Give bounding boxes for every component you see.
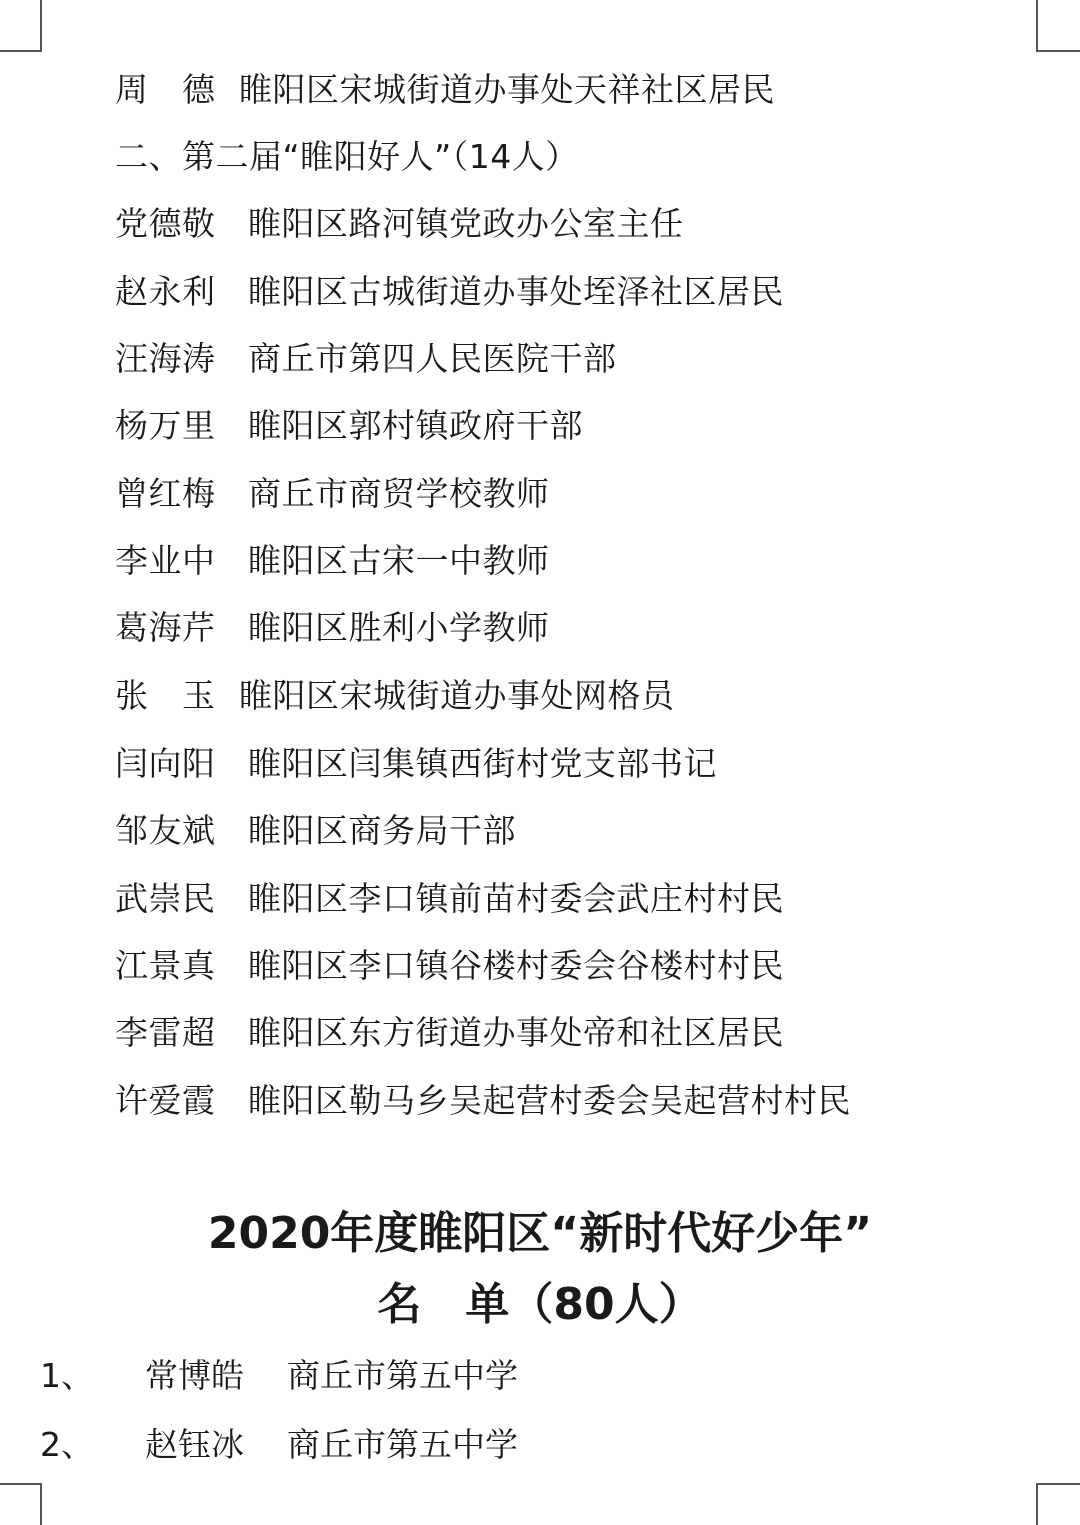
list-item (115, 1081, 851, 1121)
person-description: 睢阳区宋城街道办事处天祥社区居民 (239, 70, 775, 109)
list-item (115, 744, 717, 784)
person-description: 睢阳区李口镇谷楼村委会谷楼村村民 (248, 946, 784, 985)
person-description: 睢阳区商务局干部 (248, 811, 516, 850)
person-name: 许爱霞 (115, 1081, 216, 1120)
person-name: 葛海芹 (115, 608, 216, 647)
table-row (40, 1425, 518, 1465)
person-name: 曾红梅 (115, 474, 216, 513)
list-title: 2020年度睢阳区“新时代好少年” (207, 1208, 873, 1259)
person-name: 杨万里 (115, 406, 216, 445)
row-number: 2、 (40, 1425, 94, 1464)
list-item (115, 1013, 784, 1053)
row-number: 1、 (40, 1356, 94, 1395)
person-description: 睢阳区宋城街道办事处网格员 (239, 676, 675, 715)
student-name: 常博皓 (145, 1356, 244, 1395)
person-name: 李业中 (115, 541, 216, 580)
person-description: 商丘市第四人民医院干部 (248, 339, 617, 378)
person-description: 睢阳区东方街道办事处帝和社区居民 (248, 1013, 784, 1052)
person-description: 睢阳区胜利小学教师 (248, 608, 550, 647)
list-item (115, 70, 775, 110)
crop-mark-bottom-left (0, 1483, 42, 1525)
person-name: 赵永利 (115, 272, 216, 311)
crop-mark-top-right (1036, 0, 1080, 52)
list-item (115, 608, 550, 648)
person-name: 李雷超 (115, 1013, 216, 1052)
list-item (115, 406, 583, 446)
school-name: 商丘市第五中学 (287, 1356, 518, 1395)
person-name: 邹友斌 (115, 811, 216, 850)
list-item (115, 204, 684, 244)
crop-mark-top-left (0, 0, 42, 52)
list-item (115, 676, 675, 716)
table-row (40, 1356, 518, 1396)
person-name: 周 德 (115, 70, 216, 109)
person-name: 武崇民 (115, 879, 216, 918)
list-item (115, 946, 784, 986)
person-name: 闫向阳 (115, 744, 216, 783)
person-description: 睢阳区李口镇前苗村委会武庄村村民 (248, 879, 784, 918)
person-description: 睢阳区郭村镇政府干部 (248, 406, 583, 445)
crop-mark-bottom-right (1036, 1483, 1080, 1525)
list-item (115, 474, 550, 514)
person-description: 商丘市商贸学校教师 (248, 474, 550, 513)
person-description: 睢阳区古城街道办事处垤泽社区居民 (248, 272, 784, 311)
section-heading: 二、第二届“睢阳好人”（14人） (115, 137, 579, 176)
school-name: 商丘市第五中学 (287, 1425, 518, 1464)
list-item (115, 339, 617, 379)
student-name: 赵钰冰 (145, 1425, 244, 1464)
person-name: 江景真 (115, 946, 216, 985)
person-description: 睢阳区闫集镇西街村党支部书记 (248, 744, 717, 783)
person-name: 党德敬 (115, 204, 216, 243)
list-subtitle: 名 单（80人） (377, 1279, 703, 1330)
list-item (115, 879, 784, 919)
list-item (115, 811, 516, 851)
list-item (115, 541, 550, 581)
person-description: 睢阳区路河镇党政办公室主任 (248, 204, 684, 243)
person-description: 睢阳区勒马乡吴起营村委会吴起营村村民 (248, 1081, 851, 1120)
person-name: 汪海涛 (115, 339, 216, 378)
list-item (115, 272, 784, 312)
person-name: 张 玉 (115, 676, 216, 715)
person-description: 睢阳区古宋一中教师 (248, 541, 550, 580)
